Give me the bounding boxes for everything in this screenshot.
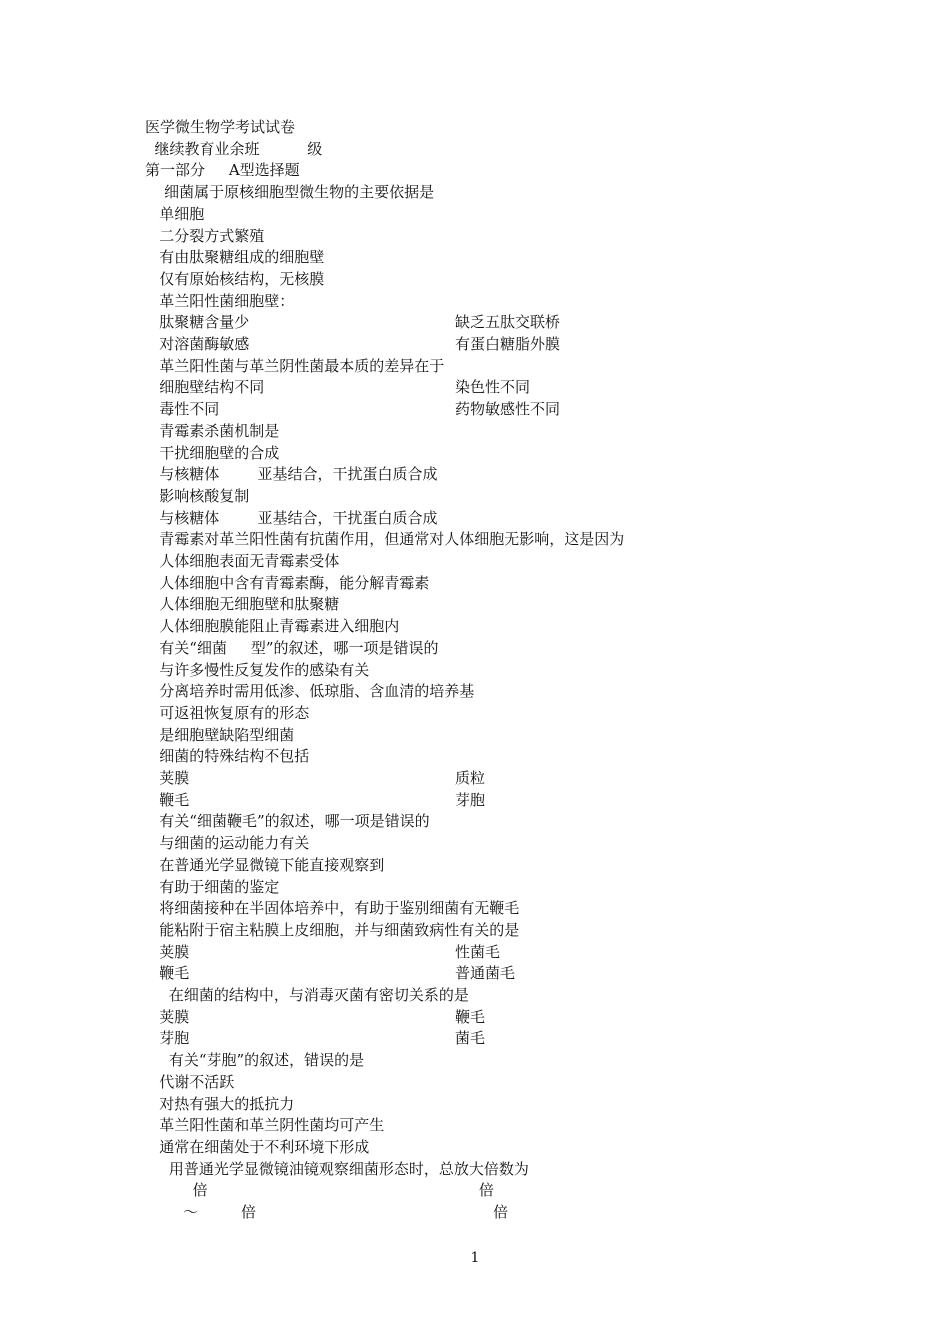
text-line bbox=[145, 832, 309, 854]
text-line bbox=[145, 442, 279, 464]
line-text-right-column: 质粒 bbox=[455, 769, 486, 787]
line-text: 人体细胞表面无青霉素受体 bbox=[145, 552, 340, 570]
text-line bbox=[145, 615, 399, 637]
text-line bbox=[145, 745, 309, 767]
text-line bbox=[145, 290, 294, 312]
line-text: 鞭毛 bbox=[145, 790, 190, 809]
text-line bbox=[145, 724, 294, 746]
line-text: 细胞壁结构不同 bbox=[145, 378, 265, 397]
text-line bbox=[145, 789, 486, 811]
text-line bbox=[145, 680, 474, 702]
text-line bbox=[145, 1071, 234, 1093]
line-text: 分离培养时需用低渗、低琼脂、含血清的培养基 bbox=[145, 682, 475, 701]
line-text: 在细菌的结构中，与消毒灭菌有密切关系的是 bbox=[145, 986, 469, 1004]
line-text: 人体细胞膜能阻止青霉素进入细胞内 bbox=[145, 617, 400, 636]
line-text: 荚膜 bbox=[145, 1007, 190, 1026]
text-line bbox=[145, 1027, 486, 1049]
text-line bbox=[145, 593, 339, 615]
page-number: 1 bbox=[470, 1250, 480, 1266]
line-text: 影响核酸复制 bbox=[145, 486, 250, 505]
text-line bbox=[145, 311, 561, 333]
text-line bbox=[145, 810, 430, 832]
line-text: ～ 倍 bbox=[145, 1203, 257, 1221]
text-line bbox=[145, 919, 519, 941]
line-text: 仅有原始核结构，无核膜 bbox=[145, 269, 325, 288]
line-text: 是细胞壁缺陷型细菌 bbox=[145, 725, 295, 744]
text-line bbox=[145, 767, 486, 789]
line-text-right-column: 菌毛 bbox=[455, 1029, 486, 1048]
text-line bbox=[145, 659, 369, 681]
text-line bbox=[145, 528, 624, 550]
line-text-right-column: 倍 bbox=[455, 1203, 509, 1221]
line-text-right-column: 倍 bbox=[455, 1181, 494, 1200]
line-text: 能粘附于宿主粘膜上皮细胞，并与细菌致病性有关的是 bbox=[145, 920, 520, 939]
text-line bbox=[145, 420, 279, 442]
line-text: 毒性不同 bbox=[145, 400, 220, 419]
text-line bbox=[145, 463, 437, 485]
text-line bbox=[145, 637, 438, 659]
text-line bbox=[145, 138, 322, 160]
line-text: 通常在细菌处于不利环境下形成 bbox=[145, 1137, 370, 1156]
line-text-right-column: 缺乏五肽交联桥 bbox=[455, 313, 561, 332]
text-line bbox=[145, 507, 437, 529]
line-text: 肽聚糖含量少 bbox=[145, 313, 250, 332]
line-text: 青霉素对革兰阳性菌有抗菌作用，但通常对人体细胞无影响，这是因为 bbox=[145, 530, 625, 549]
text-line bbox=[145, 941, 501, 963]
line-text-right-column: 染色性不同 bbox=[455, 378, 531, 397]
text-line bbox=[145, 1179, 494, 1201]
line-text: 人体细胞中含有青霉素酶，能分解青霉素 bbox=[145, 573, 430, 592]
line-text-right-column: 性菌毛 bbox=[455, 942, 501, 961]
line-text: 有助于细菌的鉴定 bbox=[145, 877, 280, 896]
line-text: 鞭毛 bbox=[145, 964, 190, 983]
text-line bbox=[145, 485, 249, 507]
text-line bbox=[145, 1093, 294, 1115]
line-text-right-column: 芽胞 bbox=[455, 790, 486, 809]
text-line bbox=[145, 550, 339, 572]
line-text: 医学微生物学考试试卷 bbox=[145, 118, 296, 136]
text-line bbox=[145, 203, 204, 225]
line-text: 有关“细菌 型”的叙述，哪一项是错误的 bbox=[145, 638, 439, 657]
text-line bbox=[145, 702, 309, 724]
text-line bbox=[145, 1136, 369, 1158]
text-line bbox=[145, 333, 561, 355]
line-text: 用普通光学显微镜油镜观察细菌形态时，总放大倍数为 bbox=[145, 1159, 529, 1178]
line-text: 将细菌接种在半固体培养中，有助于鉴别细菌有无鞭毛 bbox=[145, 899, 520, 918]
line-text: 革兰阳性菌与革兰阴性菌最本质的差异在于 bbox=[145, 356, 445, 375]
line-text: 有关“芽胞”的叙述，错误的是 bbox=[145, 1051, 365, 1070]
line-text: 单细胞 bbox=[145, 204, 205, 223]
line-text: 荚膜 bbox=[145, 769, 190, 787]
line-text: 有关“细菌鞭毛”的叙述，哪一项是错误的 bbox=[145, 812, 430, 831]
text-line bbox=[145, 962, 516, 984]
line-text: 对溶菌酶敏感 bbox=[145, 335, 250, 353]
line-text: 芽胞 bbox=[145, 1029, 190, 1048]
text-line bbox=[145, 984, 469, 1006]
line-text: 细菌属于原核细胞型微生物的主要依据是 bbox=[145, 183, 435, 202]
line-text: 继续教育业余班 级 bbox=[145, 139, 323, 158]
text-line bbox=[145, 1114, 384, 1136]
line-text-right-column: 有蛋白糖脂外膜 bbox=[455, 335, 561, 353]
line-text-right-column: 普通菌毛 bbox=[455, 964, 516, 983]
line-text: 可返祖恢复原有的形态 bbox=[145, 703, 310, 722]
text-line bbox=[145, 854, 384, 876]
text-line bbox=[145, 355, 444, 377]
line-text: 与核糖体 亚基结合，干扰蛋白质合成 bbox=[145, 465, 438, 484]
text-line bbox=[145, 1049, 364, 1071]
text-line bbox=[145, 246, 324, 268]
line-text: 荚膜 bbox=[145, 942, 190, 961]
text-line bbox=[145, 1158, 529, 1180]
line-text: 与核糖体 亚基结合，干扰蛋白质合成 bbox=[145, 508, 438, 527]
text-line bbox=[145, 376, 531, 398]
line-text: 人体细胞无细胞壁和肽聚糖 bbox=[145, 595, 340, 614]
text-line bbox=[145, 897, 519, 919]
text-line bbox=[145, 398, 561, 420]
line-text: 与许多慢性反复发作的感染有关 bbox=[145, 660, 370, 679]
line-text: 倍 bbox=[145, 1181, 208, 1200]
line-text: 第一部分 A型选择题 bbox=[145, 161, 300, 180]
line-text: 有由肽聚糖组成的细胞壁 bbox=[145, 248, 325, 267]
text-line bbox=[145, 1201, 509, 1223]
text-line bbox=[145, 876, 279, 898]
line-text: 革兰阳性菌和革兰阴性菌均可产生 bbox=[145, 1116, 385, 1135]
text-line bbox=[145, 116, 295, 138]
line-text: 细菌的特殊结构不包括 bbox=[145, 747, 310, 766]
line-text: 对热有强大的抵抗力 bbox=[145, 1094, 295, 1113]
text-line bbox=[145, 1006, 486, 1028]
text-line bbox=[145, 225, 264, 247]
line-text: 青霉素杀菌机制是 bbox=[145, 421, 280, 440]
line-text: 干扰细胞壁的合成 bbox=[145, 443, 280, 462]
line-text: 二分裂方式繁殖 bbox=[145, 226, 265, 245]
line-text: 革兰阳性菌细胞壁： bbox=[145, 291, 295, 310]
line-text: 与细菌的运动能力有关 bbox=[145, 834, 310, 853]
line-text: 在普通光学显微镜下能直接观察到 bbox=[145, 855, 385, 874]
line-text-right-column: 鞭毛 bbox=[455, 1007, 486, 1026]
text-line bbox=[145, 268, 324, 290]
text-line bbox=[145, 572, 429, 594]
line-text-right-column: 药物敏感性不同 bbox=[455, 400, 561, 419]
text-line bbox=[145, 181, 434, 203]
text-line bbox=[145, 159, 300, 181]
line-text: 代谢不活跃 bbox=[145, 1072, 235, 1091]
